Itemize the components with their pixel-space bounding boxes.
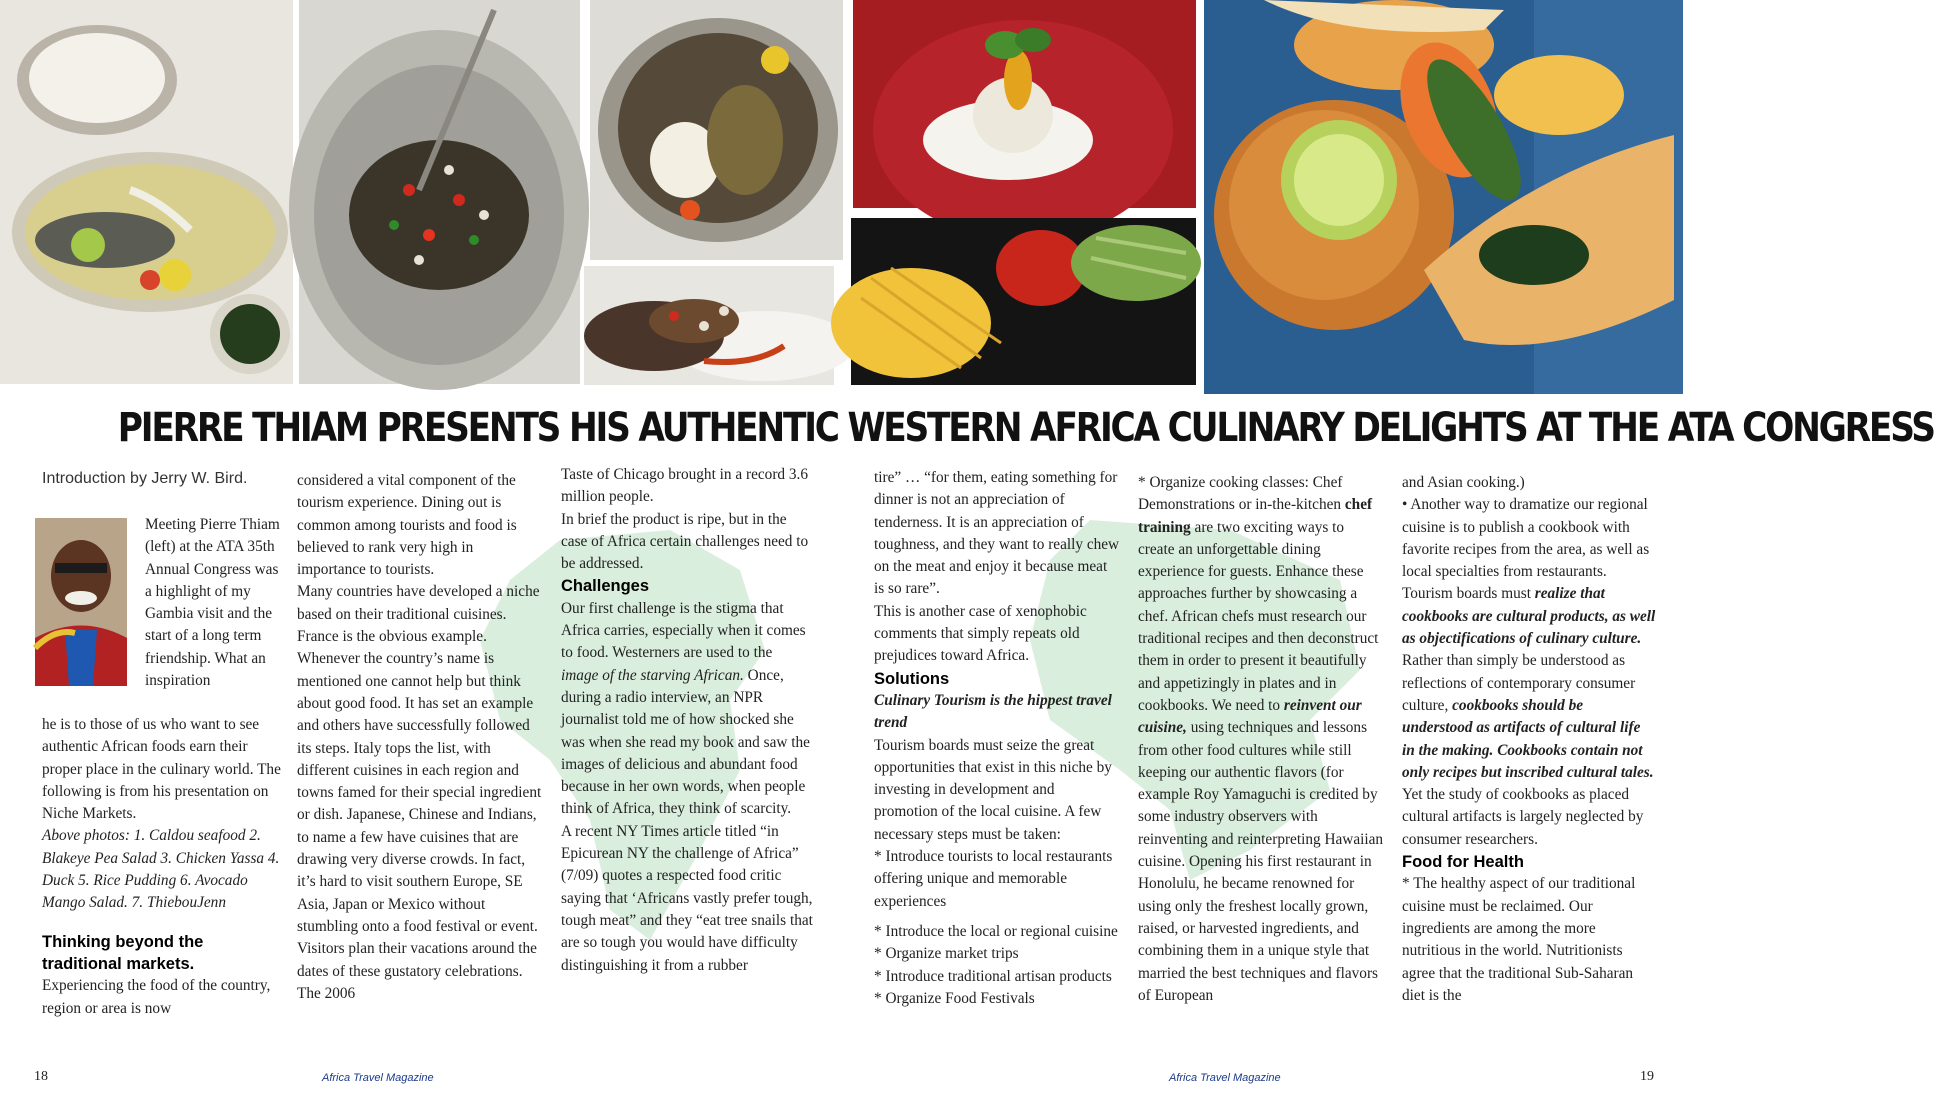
bullet-item: * Organize market trips (874, 945, 1019, 963)
magazine-name-right: Africa Travel Magazine (1169, 1072, 1281, 1084)
col3-paragraph-4: A recent NY Times article titled “in Epicurean NY the challenge of Africa” (7/09) quotes a respected food critic saying that ‘Africans vastly prefer tough, tough meat” and they “eat tree snails that are so tough you would have difficulty distinguishing it from a rubber (561, 822, 813, 974)
col2-paragraph-2: Many countries have developed a niche based on their traditional cuisines. (297, 583, 540, 623)
section-heading-solutions: Solutions (874, 669, 950, 688)
photo-chicken-yassa (590, 0, 843, 260)
col2-paragraph-1: considered a vital component of the tourism experience. Dining out is common among tourists and food is believed to rank very high in importance to tourists. (297, 472, 517, 579)
col3-paragraph-2: In brief the product is ripe, but in the case of Africa certain challenges need to be addressed. (561, 510, 809, 573)
photo-duck (584, 266, 834, 385)
photo-rice-pudding (853, 0, 1196, 208)
section-heading-food-for-health: Food for Health (1402, 853, 1524, 872)
bullet-item: * Introduce traditional artisan products (874, 967, 1112, 985)
section-heading-challenges: Challenges (561, 577, 650, 596)
col4-paragraph-1: tire” … “for them, eating something for dinner is not an appreciation of tenderness. It is an appreciation of toughness, and they want to really chew on the meat and enjoy it because meat is so rare”. (874, 469, 1120, 598)
col6-paragraph-3: * The healthy aspect of our traditional cuisine must be reclaimed. Our ingredients are among the more nutritious in the world. Nutritionists agree that the traditional Sub-Saharan diet is the (1402, 875, 1636, 1004)
article-headline: PIERRE THIAM PRESENTS HIS AUTHENTIC WESTERN AFRICA CULINARY DELIGHTS AT THE ATA CONGRESS (117, 405, 1934, 451)
col5-paragraph: * Organize cooking classes: Chef Demonstrations or in-the-kitchen chef training are two exciting ways to create an unforgettable dining experience for guests. Enhance these approaches further by showcasing a chef. African chefs must research our traditional recipes and then deconstruct them in order to present it beautifully and appetizingly in plates and in cookbooks. We need to reinvent our cuisine, using techniques and lessons from other food cultures while still keeping our authentic flavors (for example Roy Yamaguchi is credited by some industry observers with reinventing and reinterpreting Hawaiian cuisine. Opening his first restaurant in Honolulu, he became renowned for using only the freshest locally grown, raised, or harvested ingredients, and combining them in a unique style that married the best techniques and flavors of European (1138, 474, 1384, 1004)
column-5 (1138, 472, 1384, 1007)
photo-blackeye-pea-salad (299, 0, 580, 384)
bullet-item: * Introduce the local or regional cuisine (874, 922, 1118, 940)
photo-caldou-seafood (0, 0, 293, 384)
col3-paragraph-1: Taste of Chicago brought in a record 3.6 million people. (561, 466, 809, 506)
col3-paragraph-3: Our first challenge is the stigma that Africa carries, especially when it comes to food. Westerners are used to the image of the starving African. Once, during a radio interview, an NPR journalist told me of how shocked she was when she read my book and saw the images of delicious and abundant food because in her own words, when people think of Africa, they think of scarcity. (561, 599, 810, 818)
page-number-left: 18 (34, 1069, 48, 1084)
col4-paragraph-3: Tourism boards must seize the great opportunities that exist in this niche by investing in development and promotion of the local cuisine. A few necessary steps must be taken: (874, 736, 1112, 843)
col4-paragraph-2: This is another case of xenophobic comments that simply repeats old prejudices toward Africa. (874, 602, 1087, 665)
page-number-right: 19 (1640, 1069, 1654, 1084)
column-4 (874, 467, 1120, 1010)
magazine-name-left: Africa Travel Magazine (322, 1072, 434, 1084)
solutions-subheading: Culinary Tourism is the hippest travel trend (874, 691, 1112, 732)
photo-thieboujenn (1204, 0, 1683, 394)
column-3 (561, 464, 813, 977)
col6-paragraph-1: and Asian cooking.) (1402, 474, 1525, 491)
photo-avocado-mango-salad (851, 218, 1196, 385)
bullet-item: * Organize Food Festivals (874, 989, 1035, 1007)
column-1 (42, 468, 282, 490)
photo-captions: Above photos: 1. Caldou seafood 2. Blakeye Pea Salad 3. Chicken Yassa 4. Duck 5. Rice Pudding 6. Avocado Mango Salad. 7. ThiebouJenn (42, 827, 280, 912)
intro-wrap-paragraph: Meeting Pierre Thiam (left) at the ATA 35th Annual Congress was a highlight of my Gambia visit and the start of a long term friendship. What an inspiration (145, 516, 280, 690)
intro-paragraph: he is to those of us who want to see authentic African foods earn their proper place in the culinary world. The following is from his presentation on Niche Markets. (42, 716, 281, 823)
thinking-beyond-paragraph: Experiencing the food of the country, region or area is now (42, 977, 271, 1017)
col2-paragraph-3: France is the obvious example. Whenever the country’s name is mentioned one cannot help but think about good food. It has set an example and others have successfully followed its steps. Italy tops the list, with different cuisines in each region and towns famed for their special ingredient or dish. Japanese, Chinese and Indians, to name a few have cuisines that are drawing very diverse crowds. In fact, it’s hard to visit southern Europe, SE Asia, Japan or Mexico without stumbling onto a food festival or event. Visitors plan their vacations around the dates of these gustatory celebrations. The 2006 (297, 628, 542, 1002)
bullet-item: * Introduce tourists to local restaurants offering unique and memorable experiences (874, 848, 1113, 910)
column-2 (297, 470, 543, 1005)
portrait-pierre-thiam (35, 518, 127, 686)
col6-paragraph-2: • Another way to dramatize our regional cuisine is to publish a cookbook with favorite recipes from the area, as well as local specialties from restaurants. Tourism boards must realize that cookbooks are cultural products, as well as objectifications of culinary culture. Rather than simply be understood as reflections of contemporary consumer culture, cookbooks should be understood as artifacts of cultural life in the making. Cookbooks contain not only recipes but inscribed cultural tales. Yet the study of cookbooks as placed cultural artifacts is largely neglected by consumer researchers. (1402, 496, 1656, 848)
byline: Introduction by Jerry W. Bird. (42, 470, 248, 487)
column-6 (1402, 472, 1656, 1007)
section-heading-thinking-beyond: Thinking beyond the traditional markets. (42, 932, 204, 973)
column-1-body (42, 714, 282, 1020)
